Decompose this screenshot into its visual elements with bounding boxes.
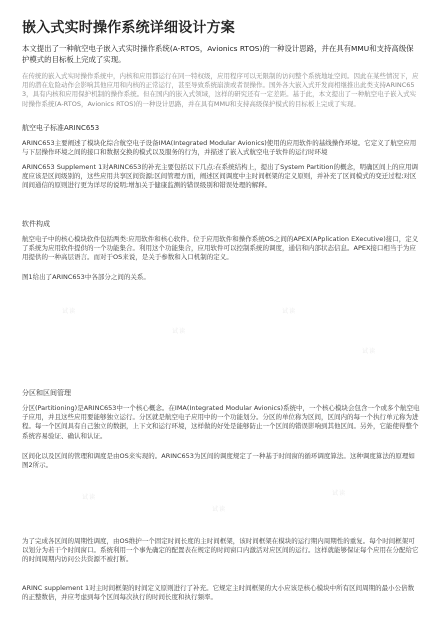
section-heading-software: 软件构成	[22, 220, 50, 228]
watermark: 试读	[212, 506, 227, 513]
figure-1-caption: 图1给出了ARINC653中各部分之间的关系。	[22, 273, 150, 281]
body-paragraph-7: 为了完成各区间的周期性调度，由OS维护一个固定时间长度的主时间框架，该时间框架在模块的运行期内周期性的重复。每个时间框架可以划分为若干个时间窗口。系统利用一个事先确定的配置表在规定的时间窗口内激活对应区间的运行。这样就能够保证每个应用在分配给它的时间周期内访问公共资源不被打断。	[22, 537, 419, 564]
body-paragraph-8: ARINC supplement 1对主时间框架的时间定义原则进行了补充。它规定主时间框架的大小应该是核心模块中所有区间周期的最小公倍数的正整数倍，并应考虑到每个区间每次执行的时间长度和执行频率。	[22, 584, 415, 602]
section-heading-partition: 分区和区间管理	[22, 389, 71, 397]
page-title: 嵌入式实时操作系统详细设计方案	[22, 20, 235, 36]
watermark: 试读	[62, 308, 77, 315]
figure-1-image	[22, 286, 420, 386]
watermark: 试读	[282, 308, 297, 315]
body-paragraph-5: 分区(Partitioning)是ARINC653中一个核心概念。在IMA(Integrated Modular Avionics)系统中，一个核心模块会包含一个或多个航空电子应用，并且这些应用要能够独立运行。分区就是航空电子应用中的一个功能划分。分区的单位称为区间，区间内的每一个执行单元称为进程。每一个区间具有自己独立的数据，上下文和运行环境，这样做的好处是能够防止一个区间的错误影响到其他区间。另外，它能使得整个系统容易验证、确认和认证。	[22, 404, 420, 440]
intro-paragraph: 本文提出了一种航空电子嵌入式实时操作系统(A-RTOS，Avionics RTOS)的一种设计思路，并在具有MMU和支持高级保护模式的目标板上完成了实现。	[22, 44, 414, 64]
section-heading-arinc653: 航空电子标准ARINC653	[22, 124, 100, 132]
body-paragraph-1: 在传统的嵌入式实时操作系统中，内核和应用都运行在同一特权级，应用程序可以无限制的访问整个系统地址空间。因此在某些情况下，应用的潜在危险动作会影响其他应用和内核的正常运行，甚至导致系统崩溃或者误操作。国外各大嵌入式开发商相继推出此类支持ARINC653，具有内核和应用保护机制的操作系统。但在国内的嵌入式领域，这样的研究还有一定差距。基于此，本文提出了一种航空电子嵌入式实时操作系统(A-RTOS，Avionics RTOS)的一种设计思路，并在具有MMU和支持高级保护模式的目标板上完成了实现。	[22, 72, 419, 108]
figure-2-image	[22, 474, 420, 532]
watermark: 试读	[332, 490, 347, 497]
body-paragraph-2: ARINC653主要阐述了模块化综合航空电子设备IMA(Integrated Modular Avionics)使用的应用软件的基线操作环境。它定义了航空应用与下层操作环境之间的接口和数据交换的模式以及服务的行为，并描述了嵌入式航空电子软件的运行时环境	[22, 139, 417, 157]
body-paragraph-3: ARINC653 Supplement 1对ARINC653的补充主要包括以下几点:在系统结构上，提出了System Partition的概念，明确区间上的应用调度应该是区间级别的，这些应用共享区间资源;区间管理方面，阐述区间调度中主时间框架的定义原则，并补充了区间模式的变迁过程;对区间间通信的原则进行更为详尽的说明;增加关于健康监测的错误级别和错误处理的解释。	[22, 163, 419, 190]
watermark: 试读	[172, 328, 187, 335]
body-paragraph-6: 区间化以及区间的管理和调度是由OS来实现的。ARINC653为区间的调度规定了一种基于时间窗的循环调度算法。这种调度算法的原理如图2所示。	[22, 452, 415, 470]
watermark: 试读	[362, 348, 377, 355]
body-paragraph-4: 航空电子中的核心模块软件包括两类:应用软件和核心软件。位于应用软件和操作系统OS之间的APEX(APplication EXecutive)接口，定义了系统为应用软件提供的一个功能集合。利用这个功能集合，应用软件可以控制系统的调度，通信和内部状态信息。APEX接口相当于为应用提供的一种高层语言。而对于OS来说，是关于参数和入口机制的定义。	[22, 235, 419, 262]
watermark: 试读	[82, 494, 97, 501]
